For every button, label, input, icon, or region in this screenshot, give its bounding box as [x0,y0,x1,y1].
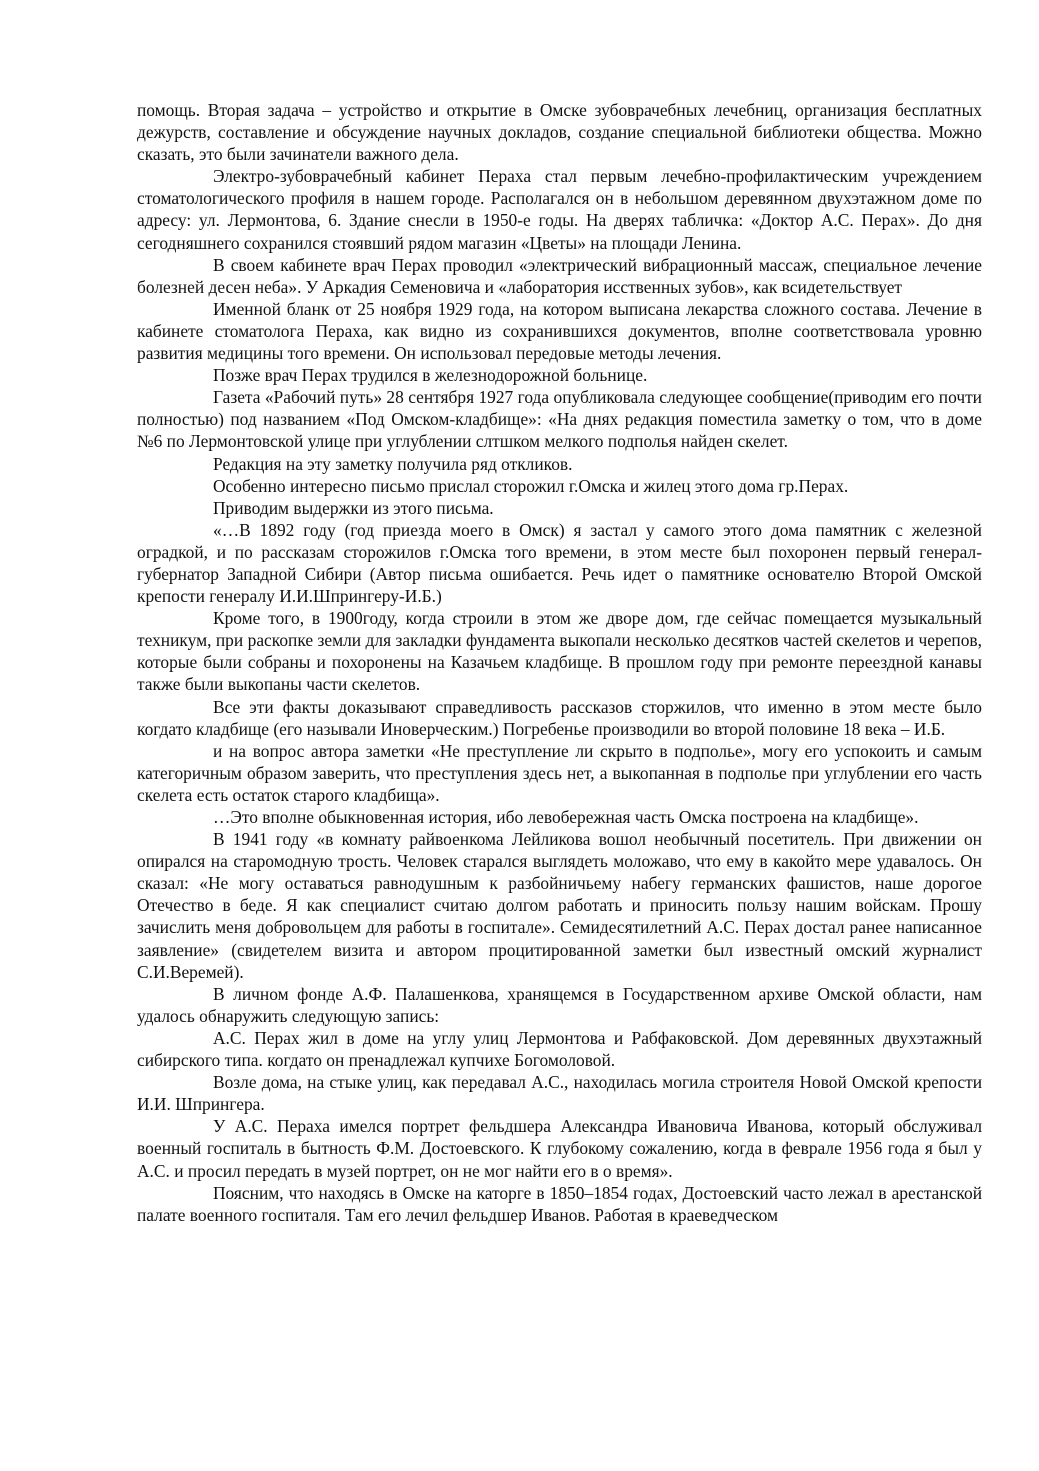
paragraph-11: Кроме того, в 1900году, когда строили в этом же дворе дом, где сейчас помещается музыкальный техникум, при раскопке земли для закладки фундамента выкопали несколько десятков частей скелетов и черепов, которые были собраны и похоронены на Казачьем кладбище. В прошлом году при ремонте переездной канавы также были выкопаны части скелетов. [137,608,982,695]
paragraph-18: Возле дома, на стыке улиц, как передавал А.С., находилась могила строителя Новой Омской крепости И.И. Шпрингера. [137,1072,982,1115]
paragraph-13: и на вопрос автора заметки «Не преступление ли скрыто в подполье», могу его успокоить и самым категоричным образом заверить, что преступления здесь нет, а выкопанная в подполье при углублении его часть скелета есть остаток старого кладбища». [137,740,982,805]
paragraph-14: …Это вполне обыкновенная история, ибо левобережная часть Омска построена на кладбище». [213,807,919,827]
paragraph-16: В личном фонде А.Ф. Палашенкова, хранящемся в Государственном архиве Омской области, нам удалось обнаружить следующую запись: [137,983,982,1026]
paragraph-15: В 1941 году «в комнату райвоенкома Лейликова вошол необычный посетитель. При движении он опирался на старомодную трость. Человек старался выглядеть моложаво, что ему в какойто мере удавалось. Он сказал: «Не могу оставаться равнодушным к разбойничьему набегу германских фашистов, наше дорогое Отечество в беде. Я как специалист считаю долгом работать и приносить пользу нашим войскам. Прошу зачислить меня добровольцем для работы в госпитале». Семидесятилетний А.С. Перах достал ранее написанное заявление» (свидетелем визита и автором процитированной заметки был известный омский журналист С.И.Веремей). [137,829,982,982]
document-body [137,99,982,1226]
paragraph-9: Приводим выдержки из этого письма. [213,497,494,518]
paragraph-6: Газета «Рабочий путь» 28 сентября 1927 года опубликовала следующее сообщение(приводим его почти полностью) под названием «Под Омском-кладбище»: «На днях редакция поместила заметку о том, что в доме №6 по Лермонтовской улице при углублении слтшком мелкого подполья найден скелет. [137,387,982,452]
paragraph-3: В своем кабинете врач Перах проводил «электрический вибрационный массаж, специальное лечение болезней десен неба». У Аркадия Семеновича и «лаборатория исственных зубов», как всидетельствует [137,254,982,297]
paragraph-17: А.С. Перах жил в доме на углу улиц Лермонтова и Рабфаковской. Дом деревянных двухэтажный сибирского типа. когдато он пренадлежал купчихе Богомоловой. [137,1027,982,1071]
paragraph-4: Именной бланк от 25 ноября 1929 года, на котором выписана лекарства сложного состава. Лечение в кабинете стоматолога Пераха, как видно из сохранившихся документов, вполне соответствовала уровню развития медицины того времени. Он использовал передовые методы лечения. [137,298,982,364]
paragraph-5: Позже врач Перах трудился в железнодорожной больнице. [213,365,648,386]
paragraph-7: Редакция на эту заметку получила ряд откликов. [213,453,573,474]
paragraph-19: У А.С. Пераха имелся портрет фельдшера Александра Ивановича Иванова, который обслуживал военный госпиталь в бытность Ф.М. Достоевского. К глубокому сожалению, когда в феврале 1956 года я был у А.С. и просил передать в музей портрет, он не мог найти его в о время». [137,1116,982,1181]
paragraph-8: Особенно интересно письмо прислал сторожил г.Омска и жилец этого дома гр.Перах. [213,475,849,496]
paragraph-1: помощь. Вторая задача – устройство и открытие в Омске зубоврачебных лечебниц, организация бесплатных дежурств, составление и обсуждение научных докладов, создание специальной библиотеки общества. Можно сказать, это были зачинатели важного дела. [137,100,982,165]
paragraph-12: Все эти факты доказывают справедливость рассказов сторжилов, что именно в этом месте было когдато кладбище (его называли Иноверческим.) Погребенье производили во второй половине 18 века – И.Б. [137,696,982,739]
paragraph-10: «…В 1892 году (год приезда моего в Омск) я застал у самого этого дома памятник с железной оградкой, и по рассказам сторожилов г.Омска того времени, в этом месте был похоронен первый генерал-губернатор Западной Сибири (Автор письма ошибается. Речь идет о памятнике основателю Второй Омской крепости генералу И.И.Шпрингеру-И.Б.) [137,519,982,607]
paragraph-20: Поясним, что находясь в Омске на каторге в 1850–1854 годах, Достоевский часто лежал в арестанской палате военного госпиталя. Там его лечил фельдшер Иванов. Работая в краеведческом [137,1182,982,1225]
paragraph-2: Электро-зубоврачебный кабинет Пераха стал первым лечебно-профилактическим учреждением стоматологического профиля в нашем городе. Располагался он в небольшом деревянном двухэтажном доме по адресу: ул. Лермонтова, 6. Здание снесли в 1950-е годы. На дверях табличка: «Доктор А.С. Перах». До дня сегодняшнего сохранился стоявший рядом магазин «Цветы» на площади Ленина. [137,166,982,253]
